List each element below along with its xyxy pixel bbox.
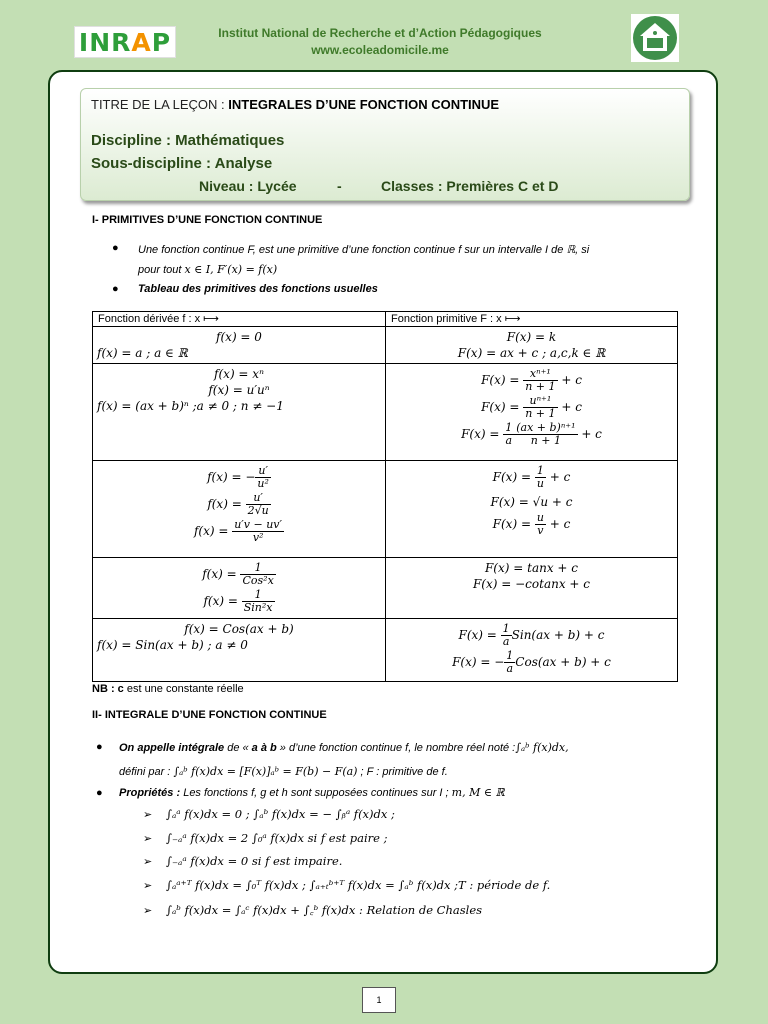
formula — [390, 512, 673, 537]
table-cell — [386, 558, 678, 619]
fraction-numerator: u′ — [255, 465, 271, 478]
fraction-numerator: u′ — [246, 492, 271, 505]
fraction-denominator: v² — [252, 531, 264, 544]
formula-part: Sin(ax + b) + c — [511, 628, 605, 642]
table-cell — [386, 364, 678, 461]
properties-intro — [119, 783, 684, 803]
definition-text: pour tout — [138, 264, 185, 276]
formula-part: Cos(ax + b) + c — [515, 655, 611, 669]
title-label: TITRE DE LA LEÇON : — [91, 97, 229, 112]
formula-part: F(x) = — [492, 470, 535, 484]
definition-line: Une fonction continue F, est une primitive d’une fonction continue f sur un intervalle I de ℝ, si — [138, 244, 590, 256]
nb-note — [92, 683, 244, 695]
classes: Classes : Premières C et D — [381, 178, 559, 194]
nb-text: est une constante réelle — [123, 683, 244, 695]
website: www.ecoleadomicile.me — [311, 43, 449, 57]
formula — [97, 465, 381, 490]
formula-part: f(x) = — [202, 567, 241, 581]
table-title: Tableau des primitives des fonctions usuelles — [138, 283, 378, 295]
title-value: INTEGRALES D’UNE FONCTION CONTINUE — [228, 97, 500, 112]
institute-name: Institut National de Recherche et d’Action Pédagogiques — [218, 26, 542, 40]
formula: F(x) = √u + c — [490, 495, 573, 509]
fraction-numerator: 1 — [240, 562, 275, 575]
formula-part: f(x) = — [207, 497, 246, 511]
definition-text: a à b — [251, 742, 277, 754]
fraction — [535, 512, 546, 537]
formula-part: + c — [545, 517, 571, 531]
table-cell — [93, 461, 386, 558]
fraction — [501, 623, 512, 648]
fraction-denominator: Sin²x — [243, 601, 273, 614]
formula — [97, 589, 381, 614]
table-row — [93, 558, 678, 619]
fraction-denominator: n + 1 — [530, 434, 561, 447]
property-line: ∫ₐᵇ f(x)dx = ∫ₐᶜ f(x)dx + ∫꜀ᵇ f(x)dx : Relation de Chasles — [166, 903, 483, 917]
properties-math: m, M ∈ ℝ — [451, 786, 505, 799]
discipline: Discipline : Mathématiques — [91, 132, 285, 149]
definition-line — [138, 260, 688, 280]
definition-text: On appelle intégrale — [119, 742, 225, 754]
bullet-icon: ● — [96, 787, 103, 799]
arrow-bullet-icon: ➢ — [143, 809, 153, 821]
table-cell — [386, 619, 678, 682]
fraction-denominator: n + 1 — [525, 380, 556, 393]
fraction — [246, 492, 271, 517]
arrow-bullet-icon: ➢ — [143, 880, 153, 892]
formula: F(x) = ax + c ; a,c,k ∈ ℝ — [457, 346, 606, 360]
lesson-title-box — [80, 88, 690, 201]
formula — [97, 492, 381, 517]
fraction-denominator: u² — [257, 477, 269, 490]
formula: f(x) = xⁿ — [214, 367, 264, 381]
formula: F(x) = −cotanx + c — [472, 577, 591, 591]
definition-text: » d’une fonction continue f, le nombre réel noté : — [276, 742, 516, 754]
table-header-cell: Fonction primitive F : x ⟼ — [386, 312, 678, 327]
definition-math: x ∈ I, F′(x) = f(x) — [184, 263, 278, 276]
fraction-numerator: 1 — [505, 421, 513, 434]
property-line: ∫₋ₐᵃ f(x)dx = 0 si f est impaire. — [166, 854, 343, 868]
bullet-icon: ● — [112, 283, 119, 295]
definition-text: défini par : — [119, 766, 174, 778]
formula-part: f(x) = − — [207, 470, 256, 484]
formula: F(x) = tanx + c — [484, 561, 579, 575]
fraction-denominator: a — [506, 662, 514, 675]
formula — [97, 519, 381, 544]
formula-part: + c — [557, 400, 582, 414]
table-header-row — [93, 312, 678, 327]
nb-label: NB : c — [92, 683, 124, 695]
arrow-bullet-icon: ➢ — [143, 833, 153, 845]
formula: f(x) = 0 — [216, 330, 262, 344]
fraction — [242, 589, 275, 614]
logo-text-part: P — [151, 27, 172, 57]
definition-line — [119, 762, 684, 782]
fraction-denominator: n + 1 — [525, 407, 556, 420]
properties-label: Propriétés : — [119, 787, 181, 799]
formula-part: + c — [557, 373, 582, 387]
fraction-denominator: 2√u — [247, 504, 269, 517]
formula-part: f(x) = — [203, 594, 242, 608]
table-cell — [93, 558, 386, 619]
table-row — [93, 461, 678, 558]
fraction-numerator: uⁿ⁺¹ — [523, 395, 557, 408]
formula-part: + c — [545, 470, 571, 484]
fraction-denominator: u — [536, 477, 544, 490]
lesson-title — [91, 97, 499, 112]
table-cell — [93, 364, 386, 461]
table-cell — [386, 461, 678, 558]
fraction-numerator: u — [536, 511, 544, 524]
formula: f(x) = Sin(ax + b) ; a ≠ 0 — [97, 638, 248, 652]
bullet-icon: ● — [96, 741, 103, 753]
bullet-icon: ● — [112, 242, 119, 254]
fraction-numerator: xⁿ⁺¹ — [523, 368, 557, 381]
formula: f(x) = u′uⁿ — [208, 383, 270, 397]
logo-text-part: INR — [78, 27, 132, 57]
inrap-logo — [74, 26, 176, 58]
primitives-table — [92, 311, 678, 682]
formula: f(x) = a ; a ∈ ℝ — [97, 346, 188, 360]
fraction-numerator: 1 — [242, 589, 275, 602]
properties-text: Les fonctions f, g et h sont supposées continues sur I ; — [180, 787, 452, 799]
definition-line — [119, 738, 684, 758]
formula: f(x) = Cos(ax + b) — [184, 622, 294, 636]
formula-part: F(x) = — [458, 628, 501, 642]
fraction — [514, 422, 577, 447]
fraction — [232, 519, 284, 544]
formula-part: F(x) = — [492, 517, 535, 531]
fraction-denominator: v — [537, 524, 544, 537]
property-line: ∫ₐᵃ⁺ᵀ f(x)dx = ∫₀ᵀ f(x)dx ; ∫ₐ₊ₜᵇ⁺ᵀ f(x)dx = ∫ₐᵇ f(x)dx ;T : période de f. — [166, 878, 551, 892]
definition-math: ∫ₐᵇ f(x)dx, — [515, 741, 569, 754]
fraction — [255, 465, 271, 490]
table-cell — [386, 327, 678, 364]
fraction-numerator: (ax + b)ⁿ⁺¹ — [516, 421, 576, 434]
niveau-separator: - — [337, 178, 342, 194]
school-house-logo — [631, 14, 679, 62]
fraction-denominator: Cos²x — [242, 574, 274, 587]
table-cell — [93, 619, 386, 682]
fraction-numerator: 1 — [506, 649, 514, 662]
formula-part: f(x) = — [193, 524, 233, 538]
fraction — [240, 562, 275, 587]
page-number: 1 — [362, 987, 396, 1013]
fraction-denominator: a — [505, 434, 512, 447]
table-cell — [93, 327, 386, 364]
formula — [390, 422, 673, 447]
formula — [390, 650, 673, 675]
section1-heading: I- PRIMITIVES D’UNE FONCTION CONTINUE — [92, 214, 323, 226]
formula: F(x) = k — [506, 330, 557, 344]
fraction — [535, 465, 546, 490]
fraction-denominator: a — [502, 635, 510, 648]
formula-part: F(x) = — [481, 400, 524, 414]
table-header-cell: Fonction dérivée f : x ⟼ — [93, 312, 386, 327]
definition-math: ∫ₐᵇ f(x)dx = [F(x)]ₐᵇ = F(b) − F(a) — [173, 765, 358, 778]
table-row — [93, 327, 678, 364]
fraction — [523, 395, 557, 420]
fraction-numerator: u′v − uv′ — [234, 518, 283, 531]
formula — [390, 623, 673, 648]
house-icon — [632, 15, 678, 61]
definition-text: de « — [224, 742, 252, 754]
formula: f(x) = (ax + b)ⁿ ;a ≠ 0 ; n ≠ −1 — [97, 399, 284, 413]
formula-part: F(x) = — [481, 373, 524, 387]
table-row — [93, 364, 678, 461]
property-line: ∫₋ₐᵃ f(x)dx = 2 ∫₀ᵃ f(x)dx si f est paire ; — [166, 831, 388, 845]
definition-text: ; F : primitive de f. — [357, 766, 448, 778]
section2-heading: II- INTEGRALE D’UNE FONCTION CONTINUE — [92, 709, 327, 721]
subdiscipline: Sous-discipline : Analyse — [91, 155, 273, 172]
formula-part: F(x) = − — [452, 655, 505, 669]
formula — [390, 465, 673, 490]
integral-definition — [119, 738, 684, 782]
formula — [97, 562, 381, 587]
formula-part: + c — [577, 427, 602, 441]
logo-text-part: A — [131, 27, 152, 57]
fraction — [504, 650, 515, 675]
fraction-numerator: 1 — [502, 622, 510, 635]
primitive-definition — [138, 240, 688, 280]
formula — [390, 395, 673, 420]
arrow-bullet-icon: ➢ — [143, 856, 153, 868]
property-line: ∫ₐᵃ f(x)dx = 0 ; ∫ₐᵇ f(x)dx = − ∫ᵦᵃ f(x)dx ; — [166, 807, 395, 821]
niveau: Niveau : Lycée — [199, 178, 297, 194]
table-row — [93, 619, 678, 682]
fraction — [523, 368, 557, 393]
fraction-numerator: 1 — [535, 465, 546, 478]
fraction — [503, 422, 514, 447]
arrow-bullet-icon: ➢ — [143, 905, 153, 917]
formula — [390, 368, 673, 393]
formula-part: F(x) = — [461, 427, 504, 441]
